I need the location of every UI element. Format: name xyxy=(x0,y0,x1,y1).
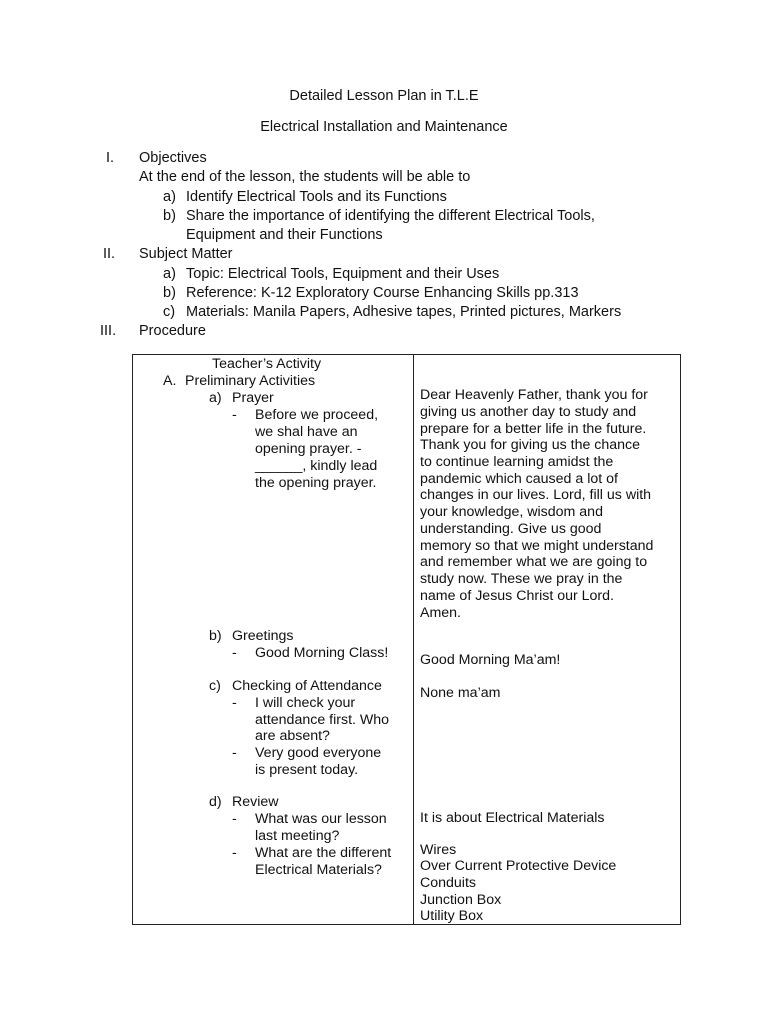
review-marker: d) xyxy=(209,794,222,810)
review-response-item-4: Junction Box xyxy=(420,892,502,908)
review-response-1: It is about Electrical Materials xyxy=(420,810,605,826)
review-response-item-5: Utility Box xyxy=(420,908,484,924)
prayer-bullet: - xyxy=(232,407,237,423)
objective-a-text: Identify Electrical Tools and its Functions xyxy=(186,189,447,205)
prayer-response-line-7: changes in our lives. Lord, fill us with xyxy=(420,487,652,503)
greetings-marker: b) xyxy=(209,628,222,644)
review-line-4: Electrical Materials? xyxy=(255,862,382,878)
prayer-response-line-14: Amen. xyxy=(420,605,462,621)
section-2-heading: Subject Matter xyxy=(139,246,233,262)
objective-b-text-continued: Equipment and their Functions xyxy=(186,227,383,243)
review-line-2: last meeting? xyxy=(255,828,340,844)
section-1-numeral: I. xyxy=(106,150,115,166)
section-1-intro: At the end of the lesson, the students will be able to xyxy=(139,169,471,185)
section-3-numeral: III. xyxy=(100,323,117,339)
attendance-line-2: attendance first. Who xyxy=(255,712,390,728)
greetings-heading: Greetings xyxy=(232,628,294,644)
prayer-response-line-8: your knowledge, wisdom and xyxy=(420,504,603,520)
attendance-bullet-1: - xyxy=(232,695,237,711)
procedure-table xyxy=(132,354,681,925)
review-bullet-1: - xyxy=(232,811,237,827)
prayer-line-5: the opening prayer. xyxy=(255,475,377,491)
prayer-response-line-6: pandemic which caused a lot of xyxy=(420,471,618,487)
attendance-line-3: are absent? xyxy=(255,728,330,744)
prayer-response-line-4: Thank you for giving us the chance xyxy=(420,437,641,453)
objective-b-marker: b) xyxy=(163,208,176,224)
activities-heading: Preliminary Activities xyxy=(185,373,316,389)
section-3-heading: Procedure xyxy=(139,323,206,339)
objective-b-text: Share the importance of identifying the different Electrical Tools, xyxy=(186,208,595,224)
subject-c-text: Materials: Manila Papers, Adhesive tapes, Printed pictures, Markers xyxy=(186,304,622,320)
subject-b-marker: b) xyxy=(163,285,176,301)
attendance-response: None ma’am xyxy=(420,685,501,701)
prayer-line-4: ______, kindly lead xyxy=(255,458,378,474)
review-response-item-1: Wires xyxy=(420,842,457,858)
prayer-line-3: opening prayer. - xyxy=(255,441,362,457)
attendance-marker: c) xyxy=(209,678,221,694)
subject-a-text: Topic: Electrical Tools, Equipment and their Uses xyxy=(186,266,500,282)
review-line-1: What was our lesson xyxy=(255,811,387,827)
prayer-response-line-3: prepare for a better life in the future. xyxy=(420,421,647,437)
column-divider xyxy=(413,355,414,924)
greetings-bullet: - xyxy=(232,645,237,661)
prayer-marker: a) xyxy=(209,390,222,406)
section-2-numeral: II. xyxy=(103,246,116,262)
prayer-response-line-2: giving us another day to study and xyxy=(420,404,637,420)
review-response-item-3: Conduits xyxy=(420,875,476,891)
prayer-response-line-1: Dear Heavenly Father, thank you for xyxy=(420,387,648,403)
teacher-activity-header: Teacher’s Activity xyxy=(212,356,322,372)
review-line-3: What are the different xyxy=(255,845,392,861)
objective-a-marker: a) xyxy=(163,189,176,205)
prayer-response-line-13: name of Jesus Christ our Lord. xyxy=(420,588,614,604)
document-subtitle: Electrical Installation and Maintenance xyxy=(260,119,508,135)
greetings-line: Good Morning Class! xyxy=(255,645,389,661)
prayer-heading: Prayer xyxy=(232,390,274,406)
subject-c-marker: c) xyxy=(163,304,176,320)
prayer-line-2: we shal have an xyxy=(255,424,358,440)
prayer-response-line-11: and remember what we are going to xyxy=(420,554,648,570)
attendance-line-1: I will check your xyxy=(255,695,356,711)
prayer-response-line-9: understanding. Give us good xyxy=(420,521,602,537)
attendance-line-4: Very good everyone xyxy=(255,745,382,761)
prayer-response-line-10: memory so that we might understand xyxy=(420,538,654,554)
subject-b-text: Reference: K-12 Exploratory Course Enhancing Skills pp.313 xyxy=(186,285,579,301)
prayer-response-line-5: to continue learning amidst the xyxy=(420,454,614,470)
subject-a-marker: a) xyxy=(163,266,176,282)
section-1-heading: Objectives xyxy=(139,150,207,166)
attendance-heading: Checking of Attendance xyxy=(232,678,382,694)
review-response-item-2: Over Current Protective Device xyxy=(420,858,617,874)
review-bullet-2: - xyxy=(232,845,237,861)
activities-marker: A. xyxy=(163,373,177,389)
document-title: Detailed Lesson Plan in T.L.E xyxy=(289,88,479,104)
greetings-response: Good Morning Ma’am! xyxy=(420,652,561,668)
prayer-response-line-12: study now. These we pray in the xyxy=(420,571,623,587)
attendance-line-5: is present today. xyxy=(255,762,359,778)
prayer-line-1: Before we proceed, xyxy=(255,407,379,423)
attendance-bullet-2: - xyxy=(232,745,237,761)
review-heading: Review xyxy=(232,794,279,810)
